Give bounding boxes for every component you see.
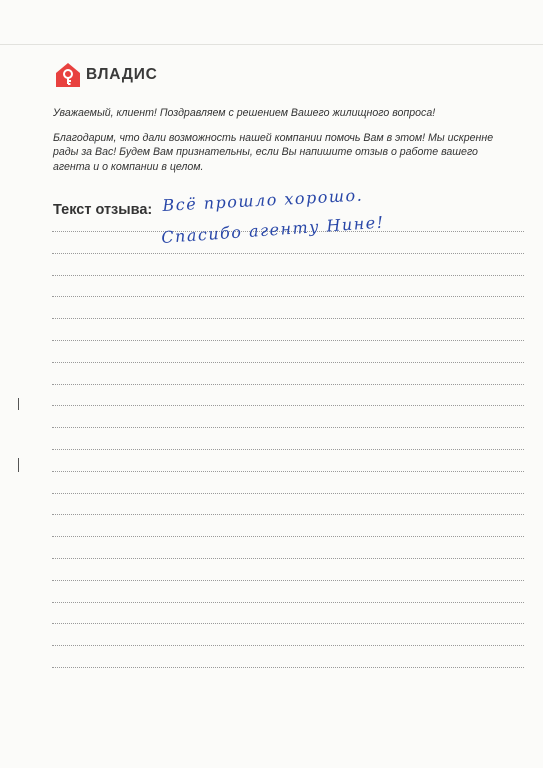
handwritten-review-line-2: Спасибо агенту Нине! (160, 212, 386, 247)
writing-line (52, 384, 524, 385)
writing-line (52, 427, 524, 428)
writing-line (52, 340, 524, 341)
scan-edge-mark (18, 458, 19, 472)
writing-line (52, 536, 524, 537)
writing-line (52, 645, 524, 646)
thanks-text: Благодарим, что дали возможность нашей компании помочь Вам в этом! Мы искренне рады за Вас! Будем Вам признательны, если Вы напишите отзыв о работе вашего агента и о компании в целом. (53, 131, 494, 173)
company-name: ВЛАДИС (86, 66, 158, 83)
writing-line (52, 449, 524, 450)
writing-line (52, 253, 524, 254)
writing-line (52, 275, 524, 276)
writing-line (52, 514, 524, 515)
writing-line (52, 405, 524, 406)
writing-line (52, 602, 524, 603)
review-label: Текст отзыва: (53, 202, 153, 218)
writing-line (52, 493, 524, 494)
writing-line (52, 471, 524, 472)
writing-line (52, 580, 524, 581)
scan-edge-mark (18, 398, 19, 410)
writing-line (52, 667, 524, 668)
writing-line (52, 623, 524, 624)
writing-line (52, 296, 524, 297)
handwritten-review-line-1: Всё прошло хорошо. (162, 185, 364, 215)
greeting-text: Уважаемый, клиент! Поздравляем с решением Вашего жилищного вопроса! (53, 107, 436, 119)
writing-line (52, 318, 524, 319)
writing-line (52, 362, 524, 363)
review-writing-lines (52, 0, 524, 768)
writing-line (52, 558, 524, 559)
